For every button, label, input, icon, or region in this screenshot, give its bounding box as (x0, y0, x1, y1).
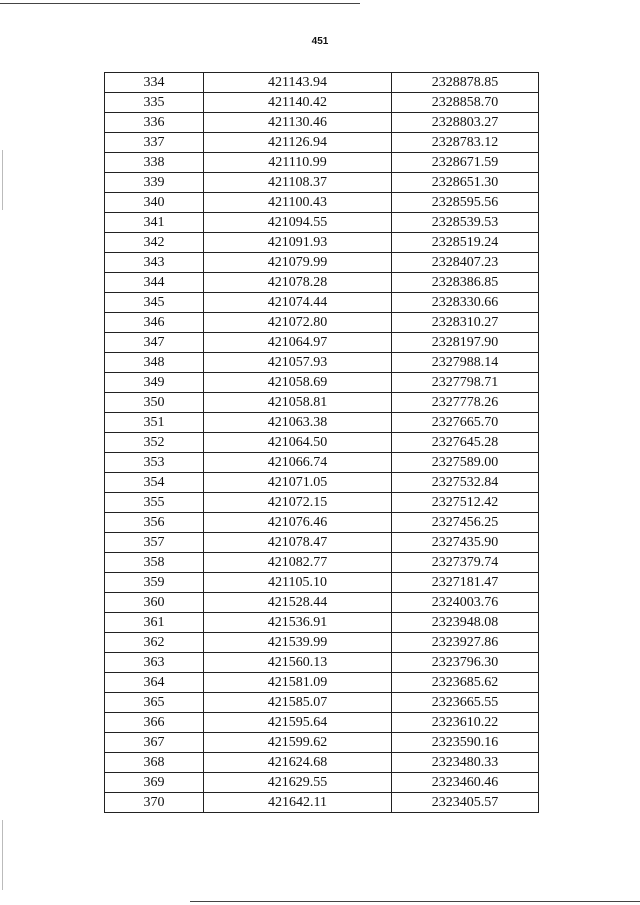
table-row (105, 573, 539, 593)
y-coordinate-cell: 2327589.00 (392, 453, 539, 473)
x-coordinate-cell: 421066.74 (204, 453, 392, 473)
point-number-cell: 365 (105, 693, 204, 713)
table-row (105, 313, 539, 333)
point-number-cell: 346 (105, 313, 204, 333)
x-coordinate-cell: 421072.80 (204, 313, 392, 333)
y-coordinate-cell: 2328783.12 (392, 133, 539, 153)
table-row (105, 713, 539, 733)
table-row (105, 433, 539, 453)
x-coordinate-cell: 421078.28 (204, 273, 392, 293)
point-number-cell: 341 (105, 213, 204, 233)
point-number-cell: 345 (105, 293, 204, 313)
point-number-cell: 336 (105, 113, 204, 133)
y-coordinate-cell: 2328858.70 (392, 93, 539, 113)
point-number-cell: 349 (105, 373, 204, 393)
x-coordinate-cell: 421110.99 (204, 153, 392, 173)
y-coordinate-cell: 2328595.56 (392, 193, 539, 213)
y-coordinate-cell: 2323948.08 (392, 613, 539, 633)
x-coordinate-cell: 421581.09 (204, 673, 392, 693)
y-coordinate-cell: 2327181.47 (392, 573, 539, 593)
x-coordinate-cell: 421130.46 (204, 113, 392, 133)
y-coordinate-cell: 2323927.86 (392, 633, 539, 653)
table-row (105, 93, 539, 113)
x-coordinate-cell: 421624.68 (204, 753, 392, 773)
point-number-cell: 356 (105, 513, 204, 533)
x-coordinate-cell: 421629.55 (204, 773, 392, 793)
y-coordinate-cell: 2327778.26 (392, 393, 539, 413)
table-row (105, 673, 539, 693)
y-coordinate-cell: 2324003.76 (392, 593, 539, 613)
point-number-cell: 348 (105, 353, 204, 373)
point-number-cell: 358 (105, 553, 204, 573)
table-row (105, 753, 539, 773)
y-coordinate-cell: 2328407.23 (392, 253, 539, 273)
table-row (105, 593, 539, 613)
table-row (105, 413, 539, 433)
top-rule (0, 3, 360, 4)
x-coordinate-cell: 421064.50 (204, 433, 392, 453)
x-coordinate-cell: 421091.93 (204, 233, 392, 253)
x-coordinate-cell: 421076.46 (204, 513, 392, 533)
table-row (105, 453, 539, 473)
table-row (105, 353, 539, 373)
scan-edge-mark (2, 820, 3, 890)
point-number-cell: 366 (105, 713, 204, 733)
x-coordinate-cell: 421599.62 (204, 733, 392, 753)
x-coordinate-cell: 421058.81 (204, 393, 392, 413)
y-coordinate-cell: 2328519.24 (392, 233, 539, 253)
y-coordinate-cell: 2323610.22 (392, 713, 539, 733)
point-number-cell: 347 (105, 333, 204, 353)
table-row (105, 493, 539, 513)
point-number-cell: 361 (105, 613, 204, 633)
point-number-cell: 352 (105, 433, 204, 453)
table-row (105, 333, 539, 353)
y-coordinate-cell: 2328197.90 (392, 333, 539, 353)
y-coordinate-cell: 2328651.30 (392, 173, 539, 193)
x-coordinate-cell: 421058.69 (204, 373, 392, 393)
y-coordinate-cell: 2328671.59 (392, 153, 539, 173)
table-row (105, 533, 539, 553)
y-coordinate-cell: 2323665.55 (392, 693, 539, 713)
point-number-cell: 362 (105, 633, 204, 653)
table-row (105, 273, 539, 293)
point-number-cell: 334 (105, 73, 204, 93)
x-coordinate-cell: 421071.05 (204, 473, 392, 493)
point-number-cell: 368 (105, 753, 204, 773)
table-row (105, 393, 539, 413)
point-number-cell: 351 (105, 413, 204, 433)
table-row (105, 653, 539, 673)
y-coordinate-cell: 2323460.46 (392, 773, 539, 793)
point-number-cell: 343 (105, 253, 204, 273)
point-number-cell: 350 (105, 393, 204, 413)
x-coordinate-cell: 421072.15 (204, 493, 392, 513)
x-coordinate-cell: 421105.10 (204, 573, 392, 593)
point-number-cell: 353 (105, 453, 204, 473)
x-coordinate-cell: 421082.77 (204, 553, 392, 573)
x-coordinate-cell: 421079.99 (204, 253, 392, 273)
y-coordinate-cell: 2323590.16 (392, 733, 539, 753)
point-number-cell: 367 (105, 733, 204, 753)
y-coordinate-cell: 2327645.28 (392, 433, 539, 453)
y-coordinate-cell: 2328386.85 (392, 273, 539, 293)
x-coordinate-cell: 421078.47 (204, 533, 392, 553)
page-number: 451 (311, 36, 329, 47)
table-row (105, 473, 539, 493)
y-coordinate-cell: 2327532.84 (392, 473, 539, 493)
table-row (105, 193, 539, 213)
x-coordinate-cell: 421585.07 (204, 693, 392, 713)
point-number-cell: 339 (105, 173, 204, 193)
point-number-cell: 355 (105, 493, 204, 513)
coordinates-table-body (105, 73, 539, 813)
x-coordinate-cell: 421074.44 (204, 293, 392, 313)
table-row (105, 513, 539, 533)
point-number-cell: 369 (105, 773, 204, 793)
y-coordinate-cell: 2327512.42 (392, 493, 539, 513)
y-coordinate-cell: 2327456.25 (392, 513, 539, 533)
table-row (105, 173, 539, 193)
scan-edge-mark (2, 150, 3, 210)
point-number-cell: 344 (105, 273, 204, 293)
point-number-cell: 357 (105, 533, 204, 553)
y-coordinate-cell: 2328878.85 (392, 73, 539, 93)
point-number-cell: 335 (105, 93, 204, 113)
y-coordinate-cell: 2323685.62 (392, 673, 539, 693)
y-coordinate-cell: 2323405.57 (392, 793, 539, 813)
y-coordinate-cell: 2328539.53 (392, 213, 539, 233)
table-row (105, 693, 539, 713)
y-coordinate-cell: 2328310.27 (392, 313, 539, 333)
point-number-cell: 360 (105, 593, 204, 613)
table-row (105, 153, 539, 173)
table-row (105, 373, 539, 393)
table-row (105, 553, 539, 573)
x-coordinate-cell: 421063.38 (204, 413, 392, 433)
table-row (105, 633, 539, 653)
y-coordinate-cell: 2328803.27 (392, 113, 539, 133)
x-coordinate-cell: 421560.13 (204, 653, 392, 673)
y-coordinate-cell: 2328330.66 (392, 293, 539, 313)
table-row (105, 253, 539, 273)
x-coordinate-cell: 421108.37 (204, 173, 392, 193)
point-number-cell: 359 (105, 573, 204, 593)
y-coordinate-cell: 2323480.33 (392, 753, 539, 773)
table-row (105, 733, 539, 753)
y-coordinate-cell: 2327988.14 (392, 353, 539, 373)
table-row (105, 133, 539, 153)
point-number-cell: 364 (105, 673, 204, 693)
coordinates-table (104, 72, 539, 813)
point-number-cell: 338 (105, 153, 204, 173)
x-coordinate-cell: 421094.55 (204, 213, 392, 233)
x-coordinate-cell: 421595.64 (204, 713, 392, 733)
bottom-rule (190, 901, 640, 902)
y-coordinate-cell: 2327379.74 (392, 553, 539, 573)
x-coordinate-cell: 421064.97 (204, 333, 392, 353)
table-row (105, 233, 539, 253)
x-coordinate-cell: 421126.94 (204, 133, 392, 153)
x-coordinate-cell: 421100.43 (204, 193, 392, 213)
table-row (105, 113, 539, 133)
x-coordinate-cell: 421528.44 (204, 593, 392, 613)
x-coordinate-cell: 421057.93 (204, 353, 392, 373)
y-coordinate-cell: 2327798.71 (392, 373, 539, 393)
x-coordinate-cell: 421140.42 (204, 93, 392, 113)
x-coordinate-cell: 421539.99 (204, 633, 392, 653)
point-number-cell: 370 (105, 793, 204, 813)
point-number-cell: 342 (105, 233, 204, 253)
y-coordinate-cell: 2327435.90 (392, 533, 539, 553)
y-coordinate-cell: 2323796.30 (392, 653, 539, 673)
point-number-cell: 337 (105, 133, 204, 153)
table-row (105, 73, 539, 93)
y-coordinate-cell: 2327665.70 (392, 413, 539, 433)
table-row (105, 773, 539, 793)
x-coordinate-cell: 421536.91 (204, 613, 392, 633)
table-row (105, 213, 539, 233)
table-row (105, 613, 539, 633)
table-row (105, 293, 539, 313)
point-number-cell: 354 (105, 473, 204, 493)
table-row (105, 793, 539, 813)
x-coordinate-cell: 421143.94 (204, 73, 392, 93)
point-number-cell: 340 (105, 193, 204, 213)
x-coordinate-cell: 421642.11 (204, 793, 392, 813)
point-number-cell: 363 (105, 653, 204, 673)
